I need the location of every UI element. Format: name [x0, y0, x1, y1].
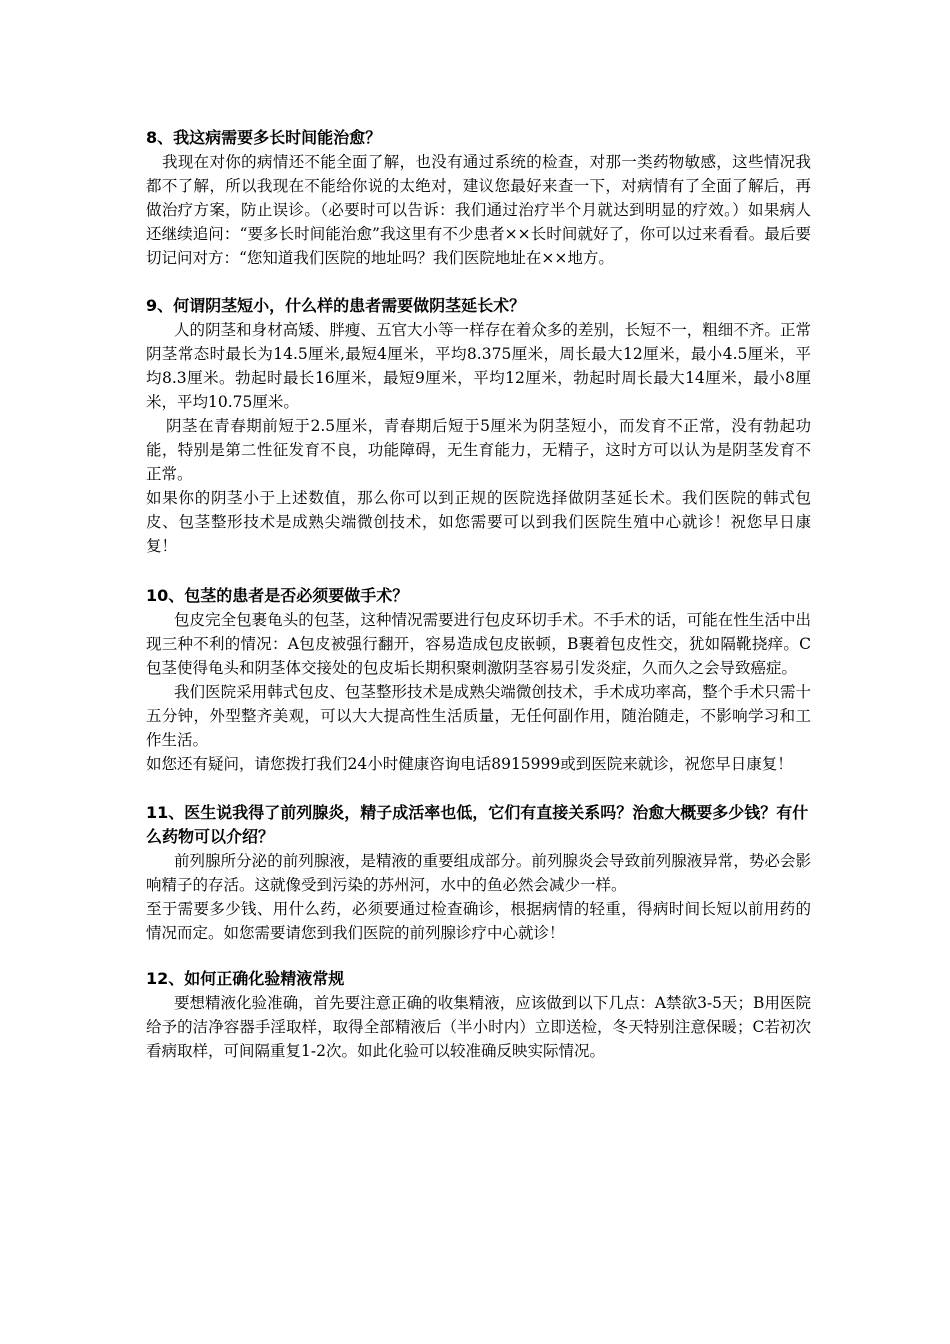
- answer-paragraph: 如您还有疑问，请您拨打我们24小时健康咨询电话8915999或到医院来就诊，祝您早日康复！: [146, 755, 793, 773]
- question-heading: 12、如何正确化验精液常规: [146, 969, 345, 988]
- answer-paragraph: 阴茎在青春期前短于2.5厘米，青春期后短于5厘米为阴茎短小，而发育不正常，没有勃起功能，特别是第二性征发育不良，功能障碍，无生育能力，无精子，这时方可以认为是阴茎发育不正常。: [146, 417, 811, 483]
- answer-paragraph: 人的阴茎和身材高矮、胖瘦、五官大小等一样存在着众多的差别，长短不一，粗细不齐。正常阴茎常态时最长为14.5厘米,最短4厘米，平均8.375厘米，周长最大12厘米，最小4.5厘米，平均8.3厘米。勃起时最长16厘米，最短9厘米，平均12厘米，勃起时周长最大14厘米，最小8厘米，平均10.75厘米。: [146, 321, 811, 411]
- section-10: [146, 584, 811, 776]
- answer-paragraph: 我们医院采用韩式包皮、包茎整形技术是成熟尖端微创技术，手术成功率高，整个手术只需十五分钟，外型整齐美观，可以大大提高性生活质量，无任何副作用，随治随走，不影响学习和工作生活。: [146, 683, 811, 749]
- answer-paragraph: 前列腺所分泌的前列腺液，是精液的重要组成部分。前列腺炎会导致前列腺液异常，势必会影响精子的存活。这就像受到污染的苏州河，水中的鱼必然会减少一样。: [146, 852, 811, 894]
- answer-paragraph: 至于需要多少钱、用什么药，必须要通过检查确诊，根据病情的轻重，得病时间长短以前用药的情况而定。如您需要请您到我们医院的前列腺诊疗中心就诊！: [146, 900, 811, 942]
- answer-paragraph: 要想精液化验准确，首先要注意正确的收集精液，应该做到以下几点：A禁欲3-5天；B用医院给予的洁净容器手淫取样，取得全部精液后（半小时内）立即送检，冬天特别注意保暖；C若初次看病取样，可间隔重复1-2次。如此化验可以较准确反映实际情况。: [146, 994, 811, 1060]
- question-heading: 10、包茎的患者是否必须要做手术？: [146, 586, 409, 605]
- section-11: [146, 801, 811, 945]
- answer-paragraph: 包皮完全包裹龟头的包茎，这种情况需要进行包皮环切手术。不手术的话，可能在性生活中出现三种不利的情况：A包皮被强行翻开，容易造成包皮嵌顿，B裹着包皮性交，犹如隔靴挠痒。C包茎使得龟头和阴茎体交接处的包皮垢长期积聚刺激阴茎容易引发炎症，久而久之会导致癌症。: [146, 611, 811, 677]
- section-9: [146, 294, 811, 558]
- question-heading: 8、我这病需要多长时间能治愈？: [146, 128, 382, 147]
- section-8: [146, 126, 811, 270]
- answer-paragraph: 如果你的阴茎小于上述数值，那么你可以到正规的医院选择做阴茎延长术。我们医院的韩式包皮、包茎整形技术是成熟尖端微创技术，如您需要可以到我们医院生殖中心就诊！祝您早日康复！: [146, 489, 811, 555]
- question-heading: 11、医生说我得了前列腺炎，精子成活率也低，它们有直接关系吗？治愈大概要多少钱？有什么药物可以介绍？: [146, 803, 809, 846]
- section-12: [146, 967, 811, 1063]
- answer-paragraph: 我现在对你的病情还不能全面了解，也没有通过系统的检查，对那一类药物敏感，这些情况我都不了解，所以我现在不能给你说的太绝对，建议您最好来查一下，对病情有了全面了解后，再做治疗方案，防止误诊。（必要时可以告诉：我们通过治疗半个月就达到明显的疗效。）如果病人还继续追问：“要多长时间能治愈”我这里有不少患者××长时间就好了，你可以过来看看。最后要切记问对方：“您知道我们医院的地址吗？我们医院地址在××地方。: [146, 153, 811, 267]
- question-heading: 9、何谓阴茎短小，什么样的患者需要做阴茎延长术？: [146, 296, 526, 315]
- document-page: [146, 126, 811, 1063]
